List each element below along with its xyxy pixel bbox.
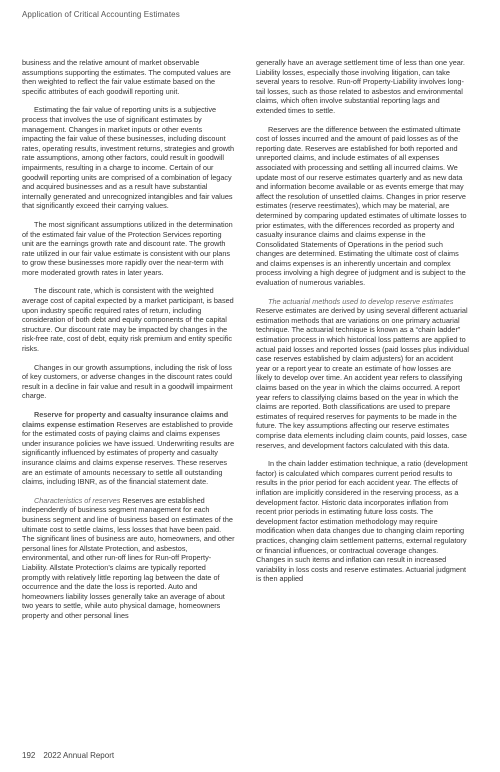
page-footer xyxy=(22,751,114,760)
subsection-heading: Characteristics of reserves xyxy=(34,495,121,505)
subsection-heading: The actuarial methods used to develop reserve estimates xyxy=(268,296,454,306)
paragraph: Reserves are the difference between the estimated ultimate cost of losses incurred and the amount of paid losses as of the reporting date. Reserves are established for both reported and unreported claims, and include estimates of all expenses associated with processing and settling all incurred claims. We update most of our reserve estimates quarterly and as new data and information become available or as events emerge that may affect the resolution of unsettled claims. Changes in prior reserve estimates (reserve reestimates), which may be material, are determined by comparing updated estimates of ultimate losses to prior estimates, with the differences recorded as property and casualty insurance claims and claims expense in the Consolidated Statements of Operations in the period such changes are determined. Estimating the ultimate cost of claims and claims expenses is an inherently uncertain and complex process involving a high degree of judgment and is subject to the evaluation of numerous variables. xyxy=(256,124,467,288)
paragraph xyxy=(256,297,469,451)
left-column xyxy=(22,58,235,629)
paragraph: Changes in our growth assumptions, including the risk of loss of key customers, or adverse changes in the discount rates could result in a decline in fair value and result in a goodwill impairment charge. xyxy=(22,362,233,401)
paragraph xyxy=(22,496,235,621)
paragraph: business and the relative amount of market observable assumptions supporting the estimates. The computed values are then weighted to reflect the fair value estimate based on the specific attributes of each goodwill reporting unit. xyxy=(22,58,231,96)
report-title: 2022 Annual Report xyxy=(43,751,115,760)
paragraph: The discount rate, which is consistent with the weighted average cost of capital expected by a market participant, is based upon industry specific required rates of return, including consideration of both debt and equity components of the capital structure. Our discount rate may be impacted by changes in the risk-free rate, cost of debt, equity risk premium and entity specific risks. xyxy=(22,286,234,354)
page-number: 192 xyxy=(22,751,36,760)
paragraph xyxy=(22,410,235,487)
paragraph-body: Reserves are established independently of business segment management for each business segment and line of business based on estimates of the ultimate cost to settle claims, less losses that have been paid. The significant lines of business are auto, homeowners, and other personal lines for Allstate Protection, and asbestos, environmental, and other run-off lines for Run-off Property-Liability. Allstate Protection’s claims are typically reported promptly with relatively little reporting lag between the date of occurrence and the date the loss is reported. Auto and homeowners liability losses generally take an average of about two years to settle, while auto physical damage, homeowners property and other personal lines xyxy=(22,495,235,620)
section-heading: Reserve for property and casualty insurance claims and claims expense estimation xyxy=(22,410,229,429)
paragraph: In the chain ladder estimation technique, a ratio (development factor) is calculated which compares current period results to results in the prior period for each accident year. The effects of inflation are implicitly considered in the reserving process, as a development factor. Historic data incorporates inflation from recent prior periods in estimating future loss costs. The development factor estimation methodology may require modification when data changes due to changing claim reporting practices, changing claim settlement patterns, external regulatory or financial influences, or contractual coverage changes. Changes in such items and inflation can result in increased variability in loss costs and reserve estimates. Actuarial judgment is then applied xyxy=(256,459,468,584)
paragraph-body: Reserves are established to provide for the estimated costs of paying claims and claims expenses under insurance policies we have issued. Underwriting results are significantly influenced by estimates of property and casualty insurance claims and claims expense reserves. These reserves are an estimate of amounts necessary to settle all outstanding claims, including IBNR, as of the financial statement date. xyxy=(22,419,235,487)
paragraph-body: Reserve estimates are derived by using several different actuarial estimation methods that are variations on one primary actuarial technique. The actuarial technique is known as a “chain ladder” estimation process in which historical loss patterns are applied to actual paid losses and reported losses (paid losses plus individual case reserves established by claim adjusters) for an accident year or a report year to create an estimate of how losses are likely to develop over time. An accident year refers to classifying claims based on the year in which the claims occurred. A report year refers to classifying claims based on the year in which the claims are reported. Both classifications are used to prepare estimates of required reserves for payments to be made in the future. The key assumptions affecting our reserve estimates comprise data elements including claim counts, paid losses, case reserves, and development factors calculated with this data. xyxy=(256,306,469,450)
paragraph: Estimating the fair value of reporting units is a subjective process that involves the use of significant estimates by management. Changes in market inputs or other events impacting the fair value of these businesses, including discount rates, operating results, investment returns, strategies and growth rate assumptions, among other factors, could result in goodwill impairments, resulting in a charge to income. Certain of our goodwill reporting units are comprised of a combination of legacy and acquired businesses and as a result have substantial internally generated and unrecognized intangibles and fair values that significantly exceed their carrying values. xyxy=(22,105,235,211)
paragraph: The most significant assumptions utilized in the determination of the estimated fair value of the Protection Services reporting unit are the earnings growth rate and discount rate. The growth rate utilized in our fair value estimate is consistent with our plans to grow these businesses more rapidly over the near-term with more moderated growth rates in later years. xyxy=(22,219,233,277)
page-header: Application of Critical Accounting Estimates xyxy=(22,10,180,19)
right-column xyxy=(256,58,469,593)
paragraph: generally have an average settlement time of less than one year. Liability losses, especially those involving litigation, can take several years to resolve. Run-off Property-Liability involves long-tail losses, such as those related to asbestos and environmental claims, which often involve substantial reporting lags and extended times to settle. xyxy=(256,58,465,115)
